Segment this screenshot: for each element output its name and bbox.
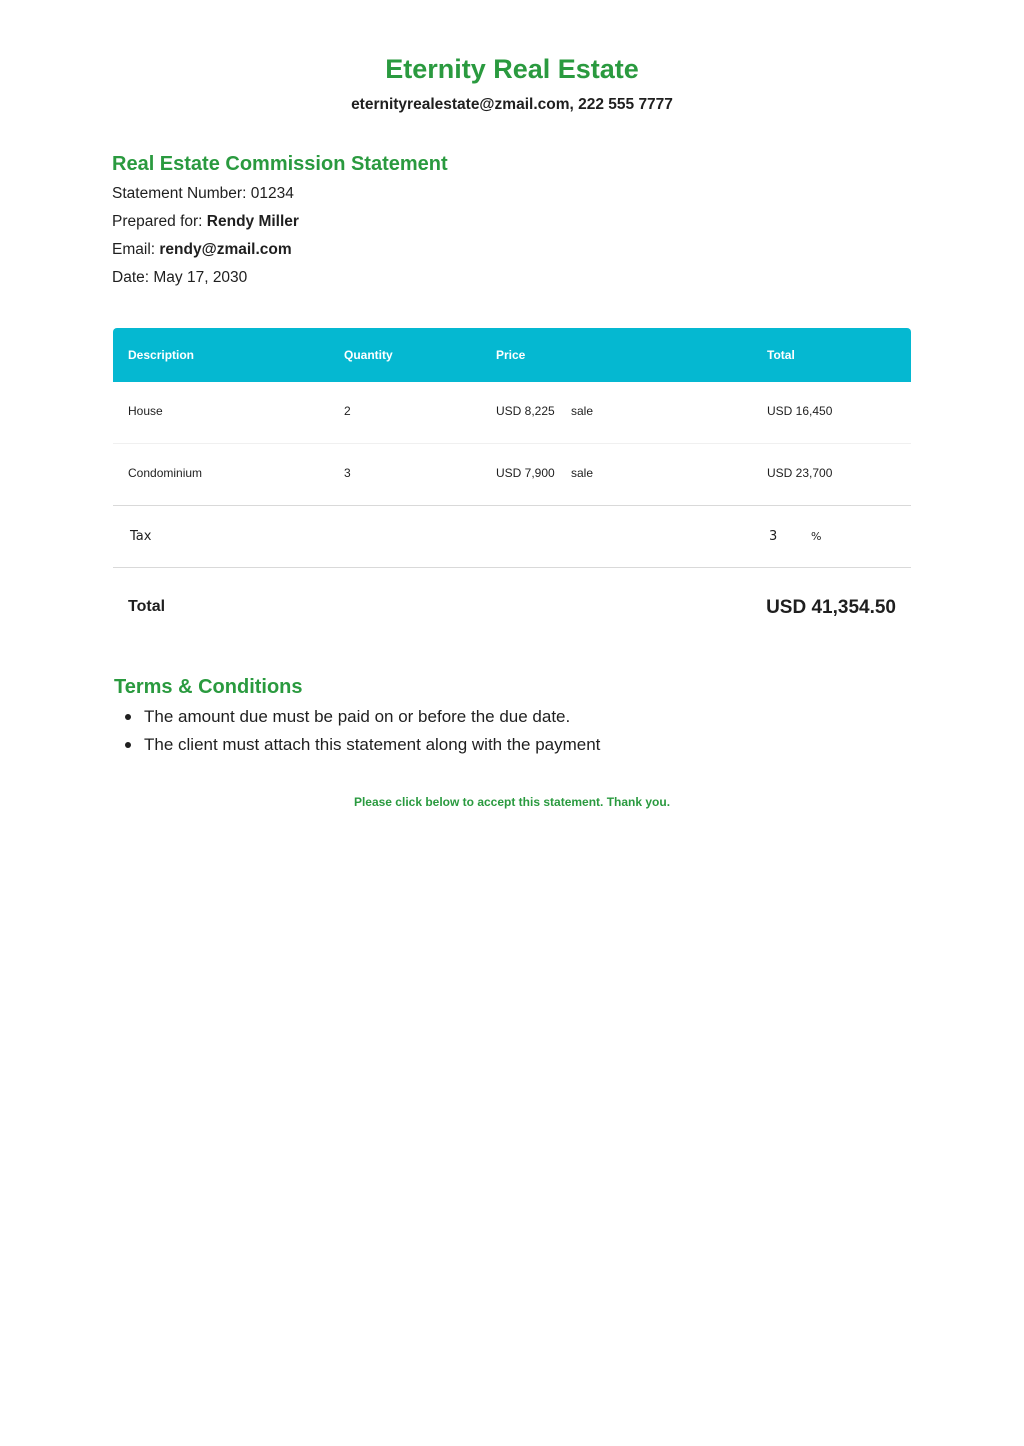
statement-date-value: May 17, 2030: [153, 269, 248, 286]
row-total: USD 23,700: [767, 466, 833, 480]
prepared-for-value: Rendy Miller: [206, 213, 299, 230]
row-quantity: 3: [344, 466, 351, 480]
client-email-value: rendy@zmail.com: [159, 241, 292, 258]
list-item: [144, 731, 600, 759]
statement-date: [112, 267, 247, 289]
company-contact: eternityrealestate@zmail.com, 222 555 7777: [351, 96, 673, 113]
terms-title: Terms & Conditions: [114, 676, 303, 698]
row-price: USD 7,900: [496, 466, 555, 480]
table-header: [113, 328, 911, 382]
tax-row: [113, 506, 911, 568]
bullet-icon: [125, 742, 131, 748]
table-row: [113, 382, 911, 444]
client-email-label: Email:: [112, 241, 156, 258]
row-description: House: [128, 404, 163, 418]
row-quantity: 2: [344, 404, 351, 418]
statement-number-value: 01234: [250, 185, 294, 202]
table-row: [113, 444, 911, 506]
bullet-icon: [125, 714, 131, 720]
grand-total-value: USD 41,354.50: [766, 597, 896, 618]
grand-total-row: [113, 568, 911, 648]
prepared-for: [112, 211, 299, 233]
statement-title: Real Estate Commission Statement: [112, 153, 448, 175]
accept-note: Please click below to accept this statement. Thank you.: [353, 795, 671, 809]
row-price: USD 8,225: [496, 404, 555, 418]
company-name: Eternity Real Estate: [385, 54, 639, 84]
statement-number-label: Statement Number:: [112, 185, 247, 202]
header-total: Total: [767, 348, 795, 362]
row-description: Condominium: [128, 466, 203, 480]
terms-list: [144, 703, 600, 759]
row-unit: sale: [571, 466, 594, 480]
terms-item-text: The client must attach this statement along with the payment: [144, 735, 601, 754]
client-email: [112, 239, 292, 261]
header-price: Price: [496, 348, 526, 362]
row-total: USD 16,450: [767, 404, 833, 418]
tax-unit: %: [811, 530, 822, 543]
statement-number: [112, 183, 294, 205]
header-description: Description: [128, 348, 195, 362]
header-quantity: Quantity: [344, 348, 393, 362]
list-item: [144, 703, 600, 731]
grand-total-label: Total: [128, 598, 166, 615]
row-unit: sale: [571, 404, 594, 418]
statement-date-label: Date:: [112, 269, 150, 286]
prepared-for-label: Prepared for:: [112, 213, 203, 230]
tax-label: Tax: [130, 529, 152, 544]
tax-value: 3: [769, 529, 778, 544]
terms-item-text: The amount due must be paid on or before the due date.: [144, 707, 571, 726]
commission-table: [113, 328, 911, 648]
